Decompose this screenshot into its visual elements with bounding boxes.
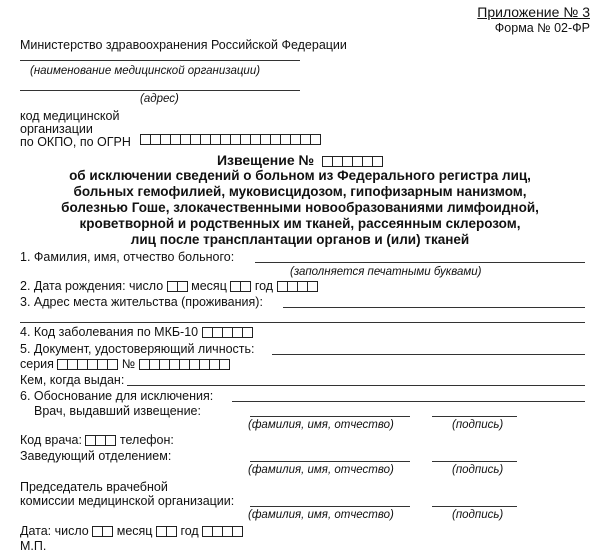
doctor-sign-caption: (подпись) — [452, 419, 504, 431]
org-code-label-2: организации — [20, 122, 93, 136]
field-4-row — [20, 325, 253, 339]
head-sign-caption: (подпись) — [452, 464, 504, 476]
birth-year-cells[interactable] — [277, 281, 318, 292]
title-line-2: больных гемофилией, муковисцидозом, гипофизарным нанизмом, — [73, 184, 527, 199]
date-label: Дата: число — [20, 524, 89, 538]
doctor-fio-caption: (фамилия, имя, отчество) — [248, 419, 394, 431]
org-code-cells[interactable] — [140, 132, 321, 146]
title-line-1: об исключении сведений о больном из Федерального регистра лиц, — [69, 168, 531, 183]
field-5-label: 5. Документ, удостоверяющий личность: — [20, 342, 255, 356]
chair-sign-line[interactable] — [432, 506, 517, 507]
doctor-code-cells[interactable] — [85, 435, 116, 446]
chair-label-1: Председатель врачебной — [20, 480, 168, 494]
doctor-sign-line[interactable] — [432, 416, 517, 417]
series-label: серия — [20, 357, 54, 371]
doctor-fio-line[interactable] — [250, 416, 410, 417]
doctor-label: Врач, выдавший извещение: — [34, 404, 201, 418]
address-line[interactable] — [20, 90, 300, 91]
birth-year-label: год — [254, 279, 274, 293]
chair-sign-caption: (подпись) — [452, 509, 504, 521]
birth-month-label: месяц — [191, 279, 227, 293]
date-row — [20, 524, 243, 538]
notice-title — [0, 152, 600, 168]
stamp-label: М.П. — [20, 539, 47, 553]
issued-by-label: Кем, когда выдан: — [20, 373, 125, 387]
org-code-label-3: по ОКПО, по ОГРН — [20, 135, 131, 149]
doctor-code-label: Код врача: — [20, 433, 82, 447]
date-day-cells[interactable] — [92, 526, 113, 537]
date-year-label: год — [180, 524, 199, 538]
date-month-cells[interactable] — [156, 526, 177, 537]
notice-label: Извещение № — [216, 152, 315, 168]
org-name-caption: (наименование медицинской организации) — [30, 65, 261, 77]
field-1-line[interactable] — [255, 262, 585, 263]
field-6-label: 6. Обоснование для исключения: — [20, 389, 214, 403]
field-5-line[interactable] — [272, 354, 585, 355]
birth-day-cells[interactable] — [167, 281, 188, 292]
org-code-label-1: код медицинской — [20, 109, 120, 123]
date-month-label: месяц — [116, 524, 153, 538]
address-caption: (адрес) — [140, 93, 179, 105]
field-1-label: 1. Фамилия, имя, отчество больного: — [20, 250, 235, 264]
doctor-code-row — [20, 433, 174, 447]
head-fio-line[interactable] — [250, 461, 410, 462]
chair-label-2: комиссии медицинской организации: — [20, 494, 235, 508]
chair-fio-line[interactable] — [250, 506, 410, 507]
field-3-line-1[interactable] — [283, 307, 585, 308]
series-cells[interactable] — [57, 359, 118, 370]
phone-label: телефон: — [119, 433, 174, 447]
head-fio-caption: (фамилия, имя, отчество) — [248, 464, 394, 476]
title-line-3: болезнью Гоше, злокачественными новообразованиями лимфоидной, — [61, 200, 539, 215]
title-line-4: кроветворной и родственных им тканей, рассеянным склерозом, — [79, 216, 521, 231]
notice-number-cells[interactable] — [322, 156, 383, 167]
field-3-label: 3. Адрес места жительства (проживания): — [20, 295, 263, 309]
field-4-label: 4. Код заболевания по МКБ-10 — [20, 325, 199, 339]
chair-fio-caption: (фамилия, имя, отчество) — [248, 509, 394, 521]
title-line-5: лиц после трансплантации органов и (или) тканей — [130, 232, 470, 247]
head-dept-label: Заведующий отделением: — [20, 449, 172, 463]
form-code: Форма № 02-ФР — [494, 21, 590, 35]
issued-by-line[interactable] — [127, 385, 585, 386]
field-5-series-row — [20, 357, 230, 371]
field-3-line-2[interactable] — [20, 322, 585, 323]
field-1-caption: (заполняется печатными буквами) — [290, 266, 482, 278]
ministry-name: Министерство здравоохранения Российской Федерации — [20, 38, 347, 52]
icd-code-cells[interactable] — [202, 327, 253, 338]
appendix-label: Приложение № 3 — [477, 4, 590, 20]
date-year-cells[interactable] — [202, 526, 243, 537]
number-cells[interactable] — [139, 359, 230, 370]
org-name-line[interactable] — [20, 60, 300, 61]
field-2-label: 2. Дата рождения: число — [20, 279, 164, 293]
field-2-row — [20, 279, 318, 293]
birth-month-cells[interactable] — [230, 281, 251, 292]
field-6-line[interactable] — [232, 401, 585, 402]
number-label: № — [121, 357, 136, 371]
head-sign-line[interactable] — [432, 461, 517, 462]
